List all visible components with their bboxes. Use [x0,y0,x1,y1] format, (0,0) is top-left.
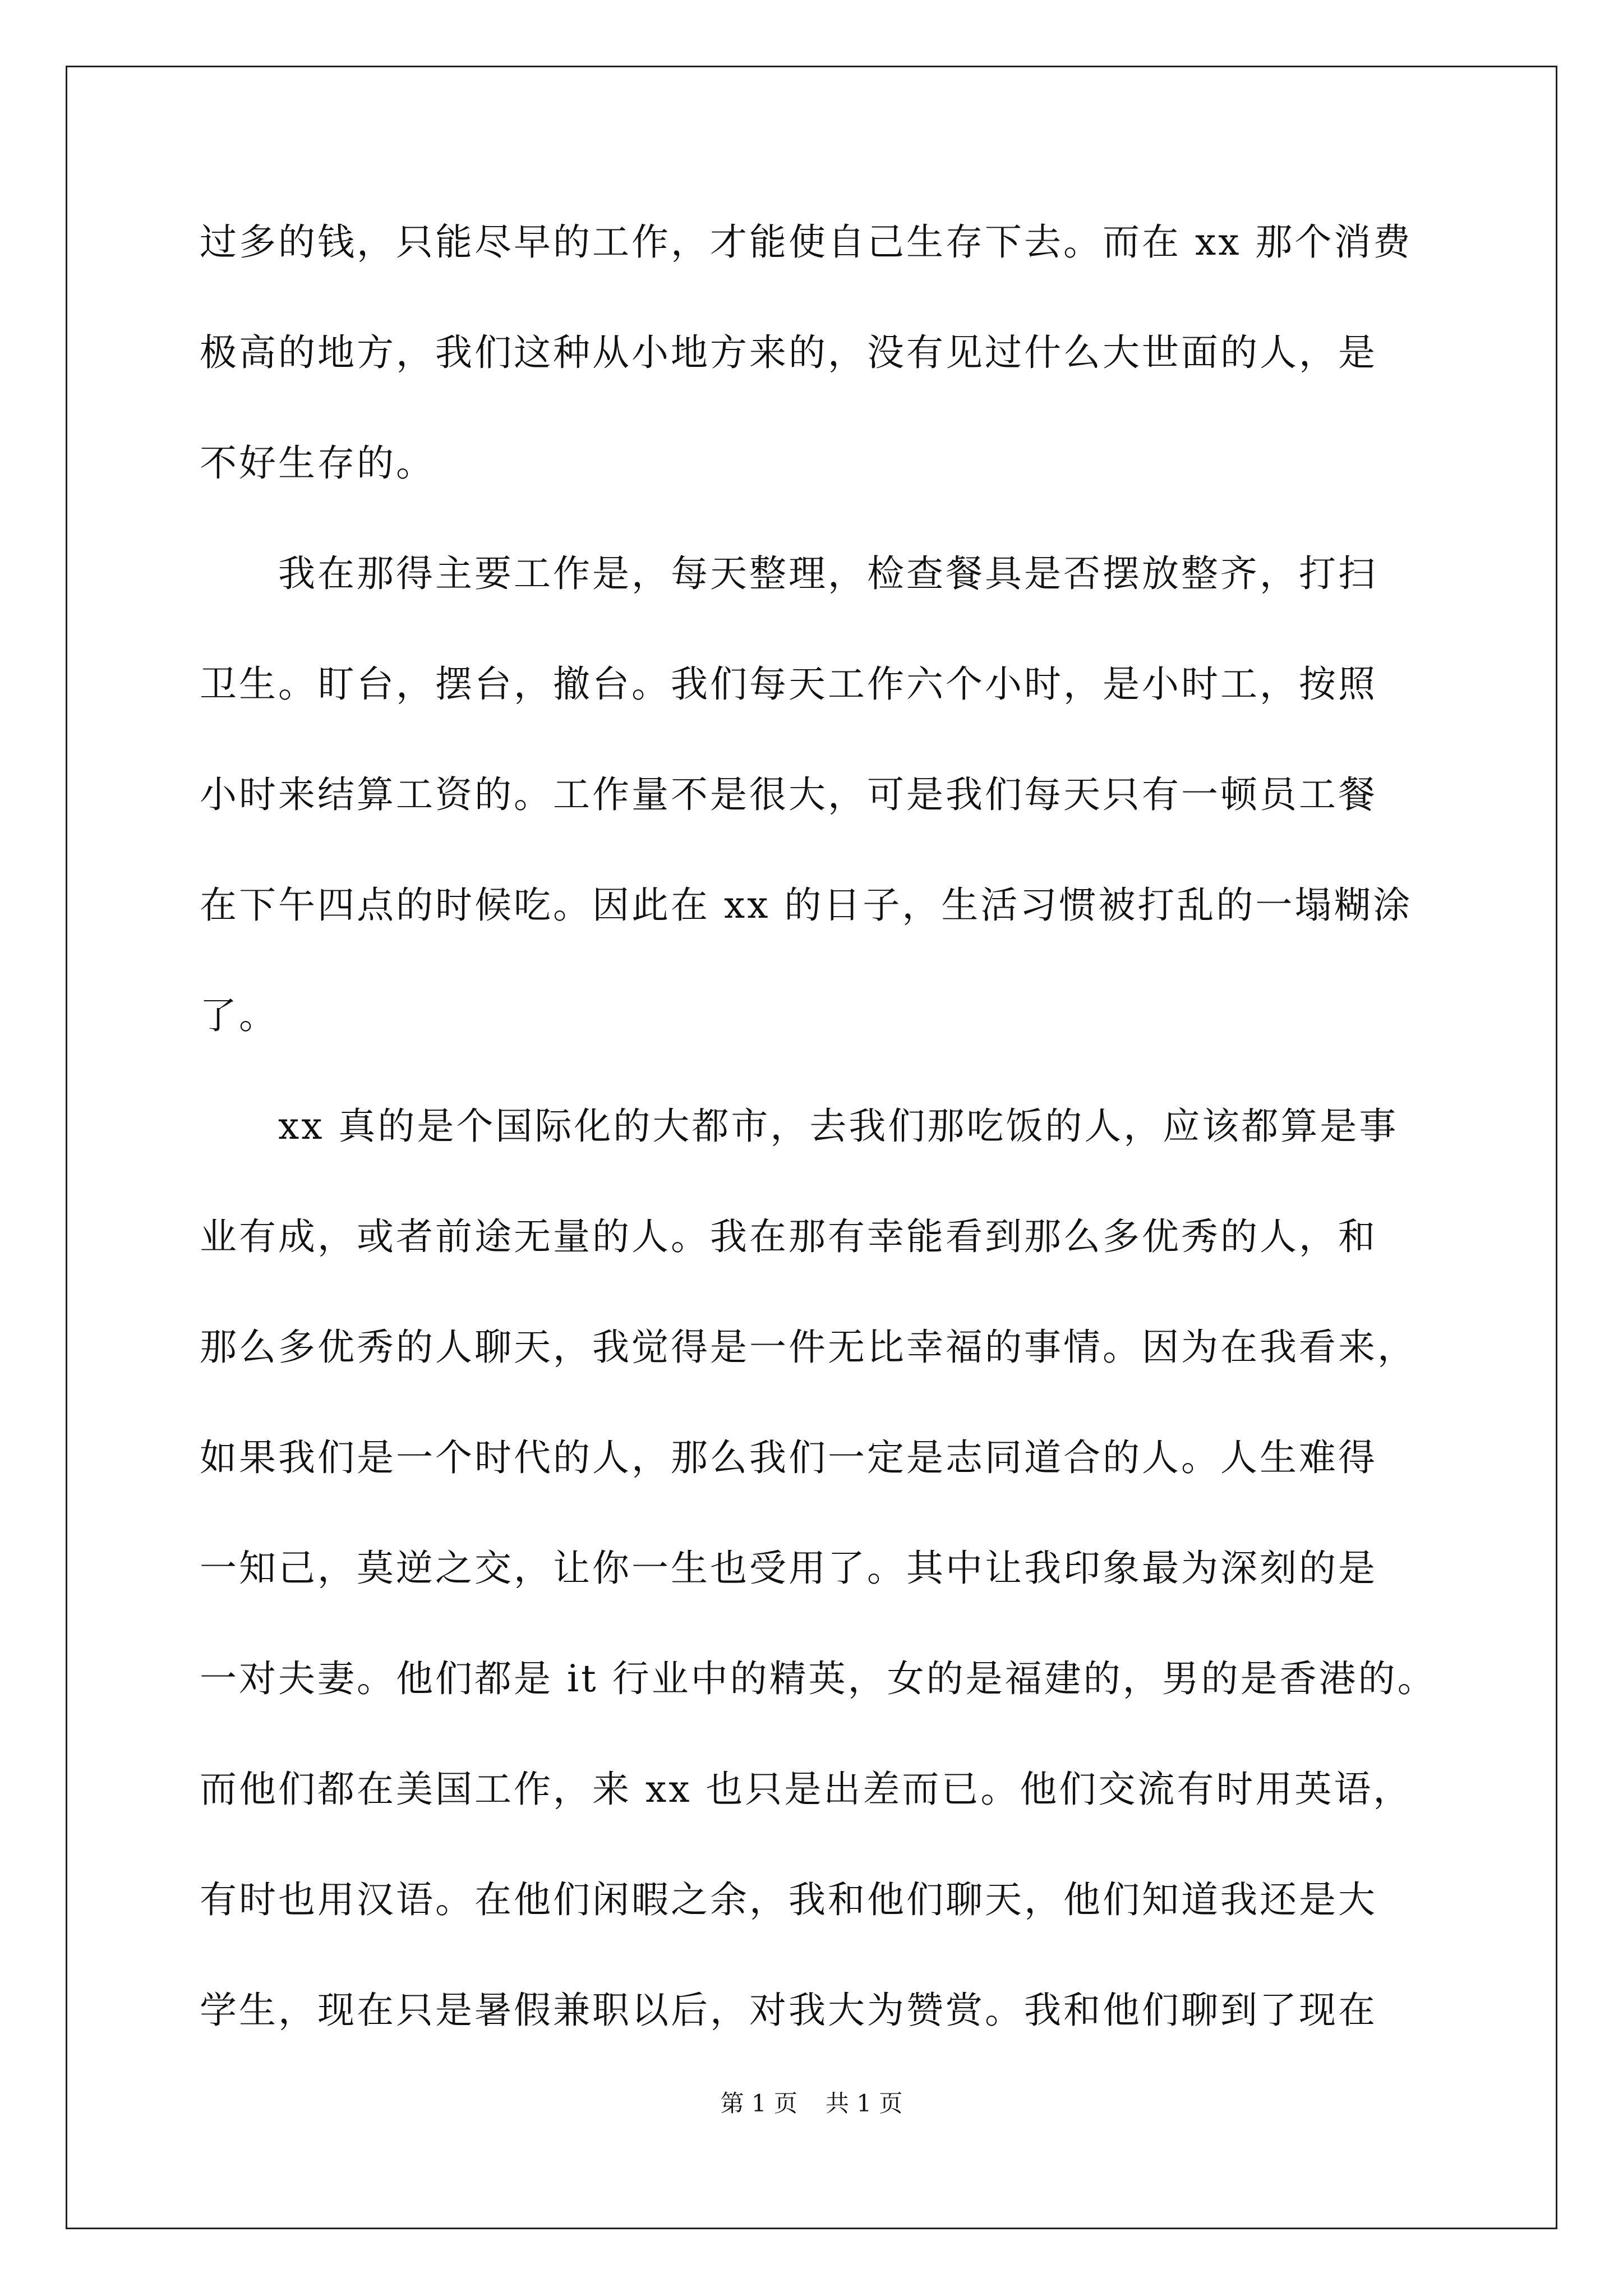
text-line: 了。 [200,994,278,1037]
text-line: 学生，现在只是暑假兼职以后，对我大为赞赏。我和他们聊到了现在 [200,1989,1377,2032]
text-line: 业有成，或者前途无量的人。我在那有幸能看到那么多优秀的人，和 [200,1215,1377,1258]
text-line: 我在那得主要工作是，每天整理，检查餐具是否摆放整齐，打扫 [278,552,1377,595]
text-line: 极高的地方，我们这种从小地方来的，没有见过什么大世面的人，是 [200,331,1377,374]
text-line: 一对夫妻。他们都是 it 行业中的精英，女的是福建的，男的是香港的。 [200,1657,1437,1700]
text-line: 如果我们是一个时代的人，那么我们一定是志同道合的人。人生难得 [200,1436,1377,1479]
page-number: 第 1 页 [720,2090,797,2117]
text-line: 有时也用汉语。在他们闲暇之余，我和他们聊天，他们知道我还是大 [200,1878,1377,1921]
text-line: 而他们都在美国工作，来 xx 也只是出差而已。他们交流有时用英语， [200,1768,1413,1811]
text-line: 小时来结算工资的。工作量不是很大，可是我们每天只有一顿员工餐 [200,773,1377,816]
text-line: 过多的钱，只能尽早的工作，才能使自己生存下去。而在 xx 那个消费 [200,220,1413,264]
text-line: 卫生。盯台，摆台，撤台。我们每天工作六个小时，是小时工，按照 [200,662,1377,706]
text-line: xx 真的是个国际化的大都市，去我们那吃饭的人，应该都算是事 [278,1105,1399,1148]
text-line: 那么多优秀的人聊天，我觉得是一件无比幸福的事情。因为在我看来， [200,1326,1417,1369]
page-footer [0,2087,1623,2120]
text-line: 一知己，莫逆之交，让你一生也受用了。其中让我印象最为深刻的是 [200,1547,1377,1590]
page-total: 共 1 页 [826,2090,903,2117]
text-line: 在下午四点的时候吃。因此在 xx 的日子，生活习惯被打乱的一塌糊涂 [200,884,1413,927]
text-line: 不好生存的。 [200,441,435,485]
